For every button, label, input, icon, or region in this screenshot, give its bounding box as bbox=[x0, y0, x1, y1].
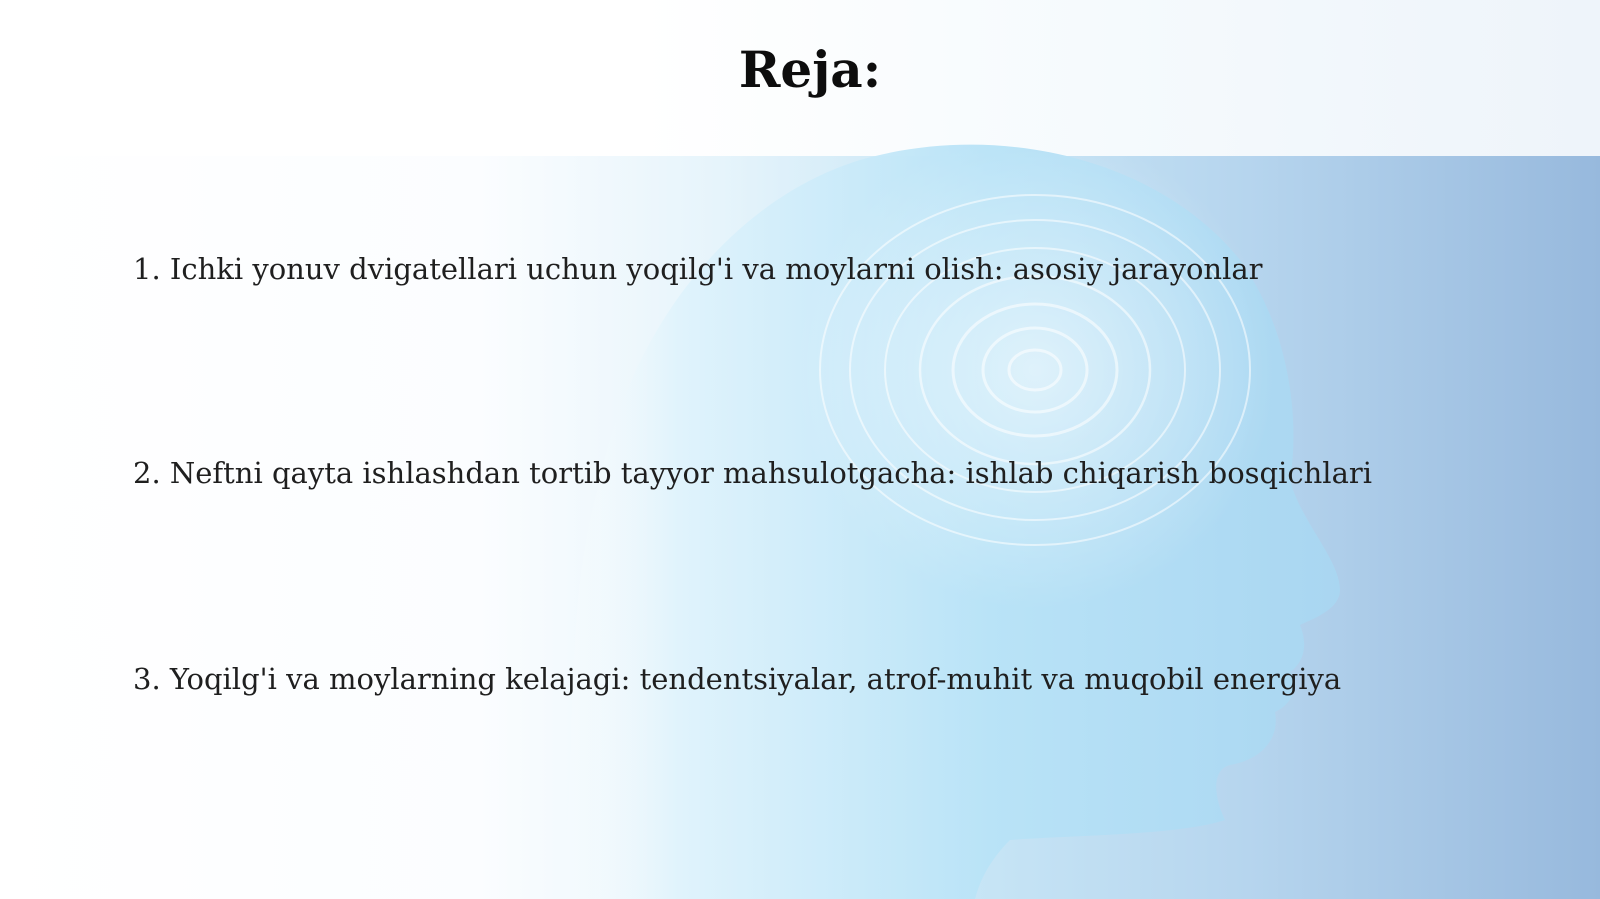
plan-item-1: 1. Ichki yonuv dvigatellari uchun yoqilg'i va moylarni olish: asosiy jarayonlar bbox=[133, 252, 1263, 286]
plan-item-3: 3. Yoqilg'i va moylarning kelajagi: tendentsiyalar, atrof-muhit va muqobil energiya bbox=[133, 662, 1342, 696]
slide-title: Reja: bbox=[738, 40, 882, 99]
plan-item-2: 2. Neftni qayta ishlashdan tortib tayyor mahsulotgacha: ishlab chiqarish bosqichlari bbox=[133, 456, 1372, 490]
